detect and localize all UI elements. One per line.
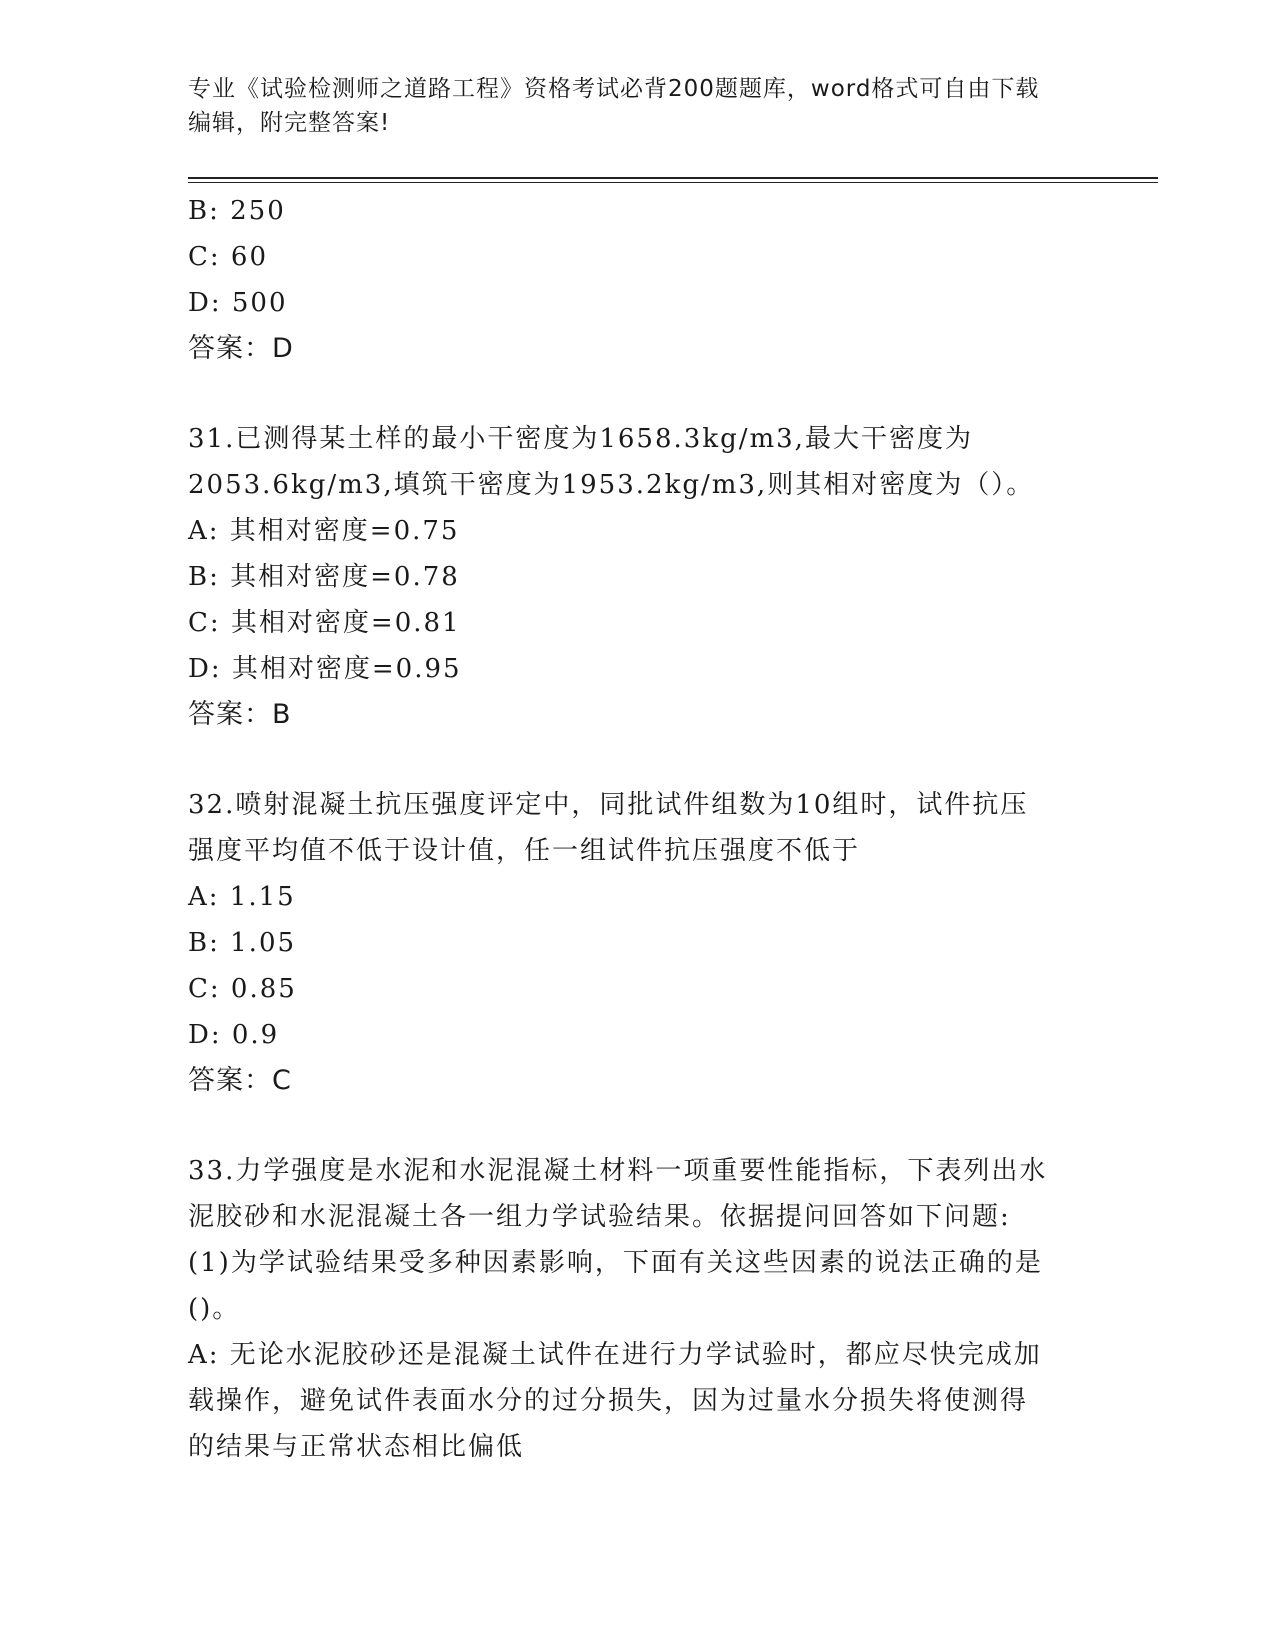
question-31 xyxy=(188,416,1088,738)
question-text-line: 32.喷射混凝土抗压强度评定中，同批试件组数为10组时，试件抗压 xyxy=(188,790,1029,820)
option-a-line: 载操作，避免试件表面水分的过分损失，因为过量水分损失将使测得 xyxy=(188,1386,1029,1416)
option-b: B: 其相对密度=0.78 xyxy=(188,562,460,592)
answer-label: 答案：D xyxy=(188,333,294,364)
option-d: D: 其相对密度=0.95 xyxy=(188,654,462,684)
document-body xyxy=(188,188,1088,1470)
header-divider-thin xyxy=(188,182,1158,183)
spacer xyxy=(188,738,1088,782)
question-text-line: (1)为学试验结果受多种因素影响，下面有关这些因素的说法正确的是 xyxy=(188,1248,1043,1278)
option-c: C: 0.85 xyxy=(188,974,297,1004)
option-a-line: A: 无论水泥胶砂还是混凝土试件在进行力学试验时，都应尽快完成加 xyxy=(188,1340,1042,1370)
question-text-line: 强度平均值不低于设计值，任一组试件抗压强度不低于 xyxy=(188,836,861,866)
option-b: B: 250 xyxy=(188,196,286,226)
question-text-line: ()。 xyxy=(188,1294,241,1324)
question-33 xyxy=(188,1148,1088,1470)
header-line-1: 专业《试验检测师之道路工程》资格考试必背200题题库，word格式可自由下载 xyxy=(188,76,1040,102)
spacer xyxy=(188,372,1088,416)
spacer xyxy=(188,1104,1088,1148)
option-a: A: 其相对密度=0.75 xyxy=(188,516,460,546)
option-d: D: 0.9 xyxy=(188,1020,280,1050)
option-a: A: 1.15 xyxy=(188,882,296,912)
option-b: B: 1.05 xyxy=(188,928,297,958)
question-30-tail xyxy=(188,188,1088,372)
question-text-line: 泥胶砂和水泥混凝土各一组力学试验结果。依据提问回答如下问题: xyxy=(188,1202,1011,1232)
option-d: D: 500 xyxy=(188,288,288,318)
question-text-line: 2053.6kg/m3,填筑干密度为1953.2kg/m3,则其相对密度为（）。 xyxy=(188,470,1035,500)
answer-label: 答案：C xyxy=(188,1065,292,1096)
option-c: C: 60 xyxy=(188,242,269,272)
option-a-line: 的结果与正常状态相比偏低 xyxy=(188,1432,525,1462)
answer-label: 答案：B xyxy=(188,699,292,730)
header-divider-thick xyxy=(188,177,1158,179)
header-line-2: 编辑，附完整答案! xyxy=(188,110,391,136)
question-32 xyxy=(188,782,1088,1104)
question-text-line: 31.已测得某土样的最小干密度为1658.3kg/m3,最大干密度为 xyxy=(188,424,973,454)
document-header xyxy=(188,72,1068,140)
option-c: C: 其相对密度=0.81 xyxy=(188,608,461,638)
question-text-line: 33.力学强度是水泥和水泥混凝土材料一项重要性能指标，下表列出水 xyxy=(188,1156,1048,1186)
